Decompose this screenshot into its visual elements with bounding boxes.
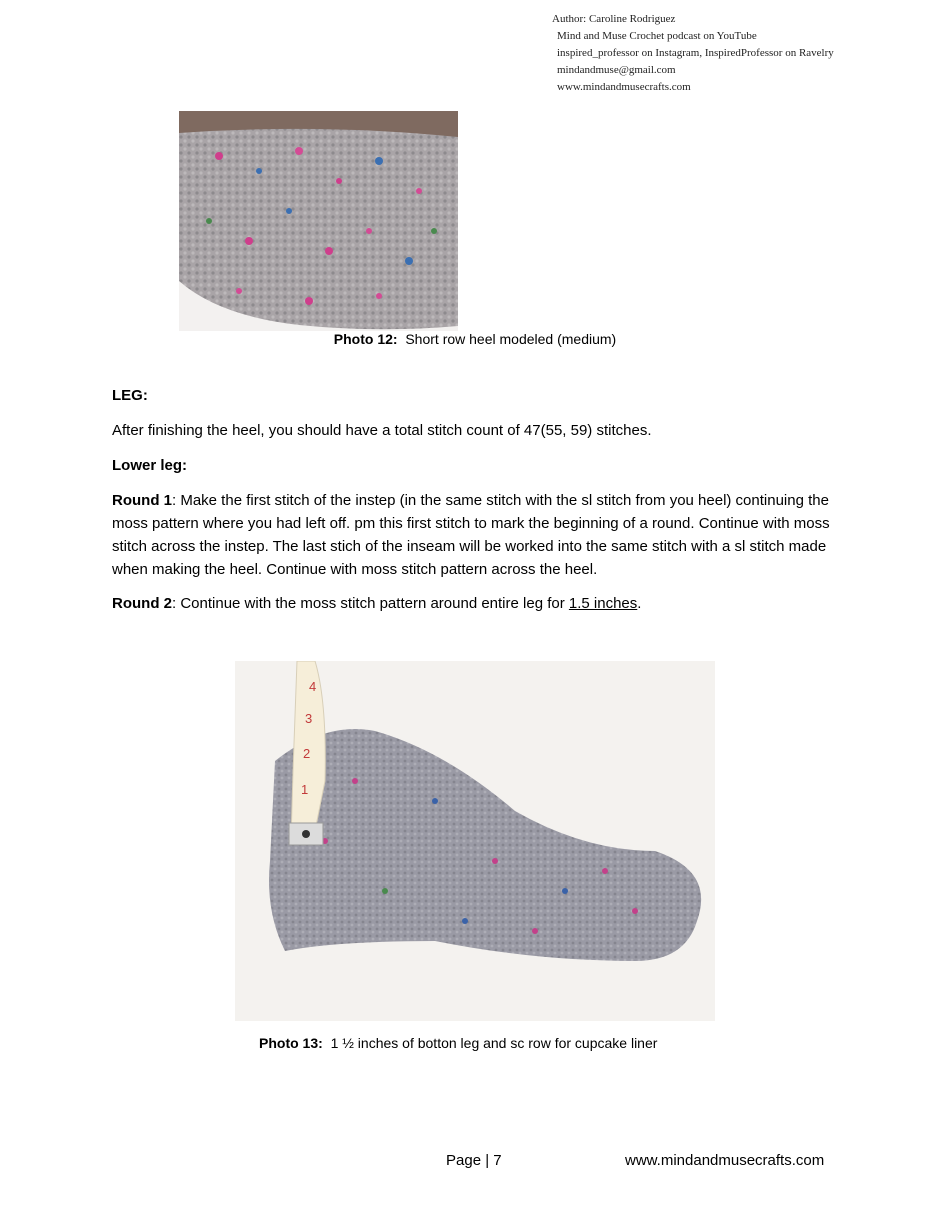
social-line: inspired_professor on Instagram, InspiredProfessor on Ravelry xyxy=(557,47,834,59)
photo-leg-measurement xyxy=(235,661,715,1021)
photo-12-label: Photo 12: xyxy=(333,331,398,347)
photo-heel-modeled xyxy=(179,111,458,331)
website-line: www.mindandmusecrafts.com xyxy=(557,81,691,93)
lower-leg-heading: Lower leg: xyxy=(112,457,188,474)
tape-number: 2 xyxy=(303,746,311,761)
after-heel-paragraph: After finishing the heel, you should have a total stitch count of 47(55, 59) stitches. xyxy=(112,422,652,439)
leg-heading: LEG: xyxy=(112,387,148,404)
author-info xyxy=(552,11,834,96)
round-2-label: Round 2 xyxy=(112,595,172,612)
tape-number: 4 xyxy=(309,679,317,694)
leg-image xyxy=(235,661,715,1021)
footer-website: www.mindandmusecrafts.com xyxy=(625,1152,825,1169)
round-2-end: . xyxy=(637,595,642,612)
photo-13-caption xyxy=(259,1035,657,1051)
podcast-line: Mind and Muse Crochet podcast on YouTube xyxy=(557,30,757,42)
round-1-text: : Make the first stitch of the instep (in the same stitch with the sl stitch from you heel) continuing the moss pattern where you had left off. pm this first stitch to mark the beginning of a round. Continue with moss stitch across the instep. The last stich of the inseam will be worked into the same stitch with a sl stitch made when making the heel. Continue with moss stitch pattern across the heel. xyxy=(112,492,830,578)
photo-12-caption xyxy=(0,331,950,347)
email-line: mindandmuse@gmail.com xyxy=(557,64,676,76)
round-2-measure: 1.5 inches xyxy=(568,595,638,612)
photo-13-label: Photo 13: xyxy=(259,1035,323,1051)
tape-number: 1 xyxy=(301,782,309,797)
tape-number: 3 xyxy=(305,711,313,726)
author-name: Author: Caroline Rodriguez xyxy=(552,13,676,25)
heel-image xyxy=(179,111,458,331)
round-2-text: : Continue with the moss stitch pattern around entire leg for xyxy=(172,595,569,612)
photo-13-text: 1 ½ inches of botton leg and sc row for cupcake liner xyxy=(330,1035,658,1051)
round-2-paragraph xyxy=(112,592,852,615)
photo-12-text: Short row heel modeled (medium) xyxy=(405,331,617,347)
round-1-paragraph xyxy=(112,489,852,581)
page-number: Page | 7 xyxy=(446,1152,502,1169)
round-1-label: Round 1 xyxy=(112,492,172,509)
